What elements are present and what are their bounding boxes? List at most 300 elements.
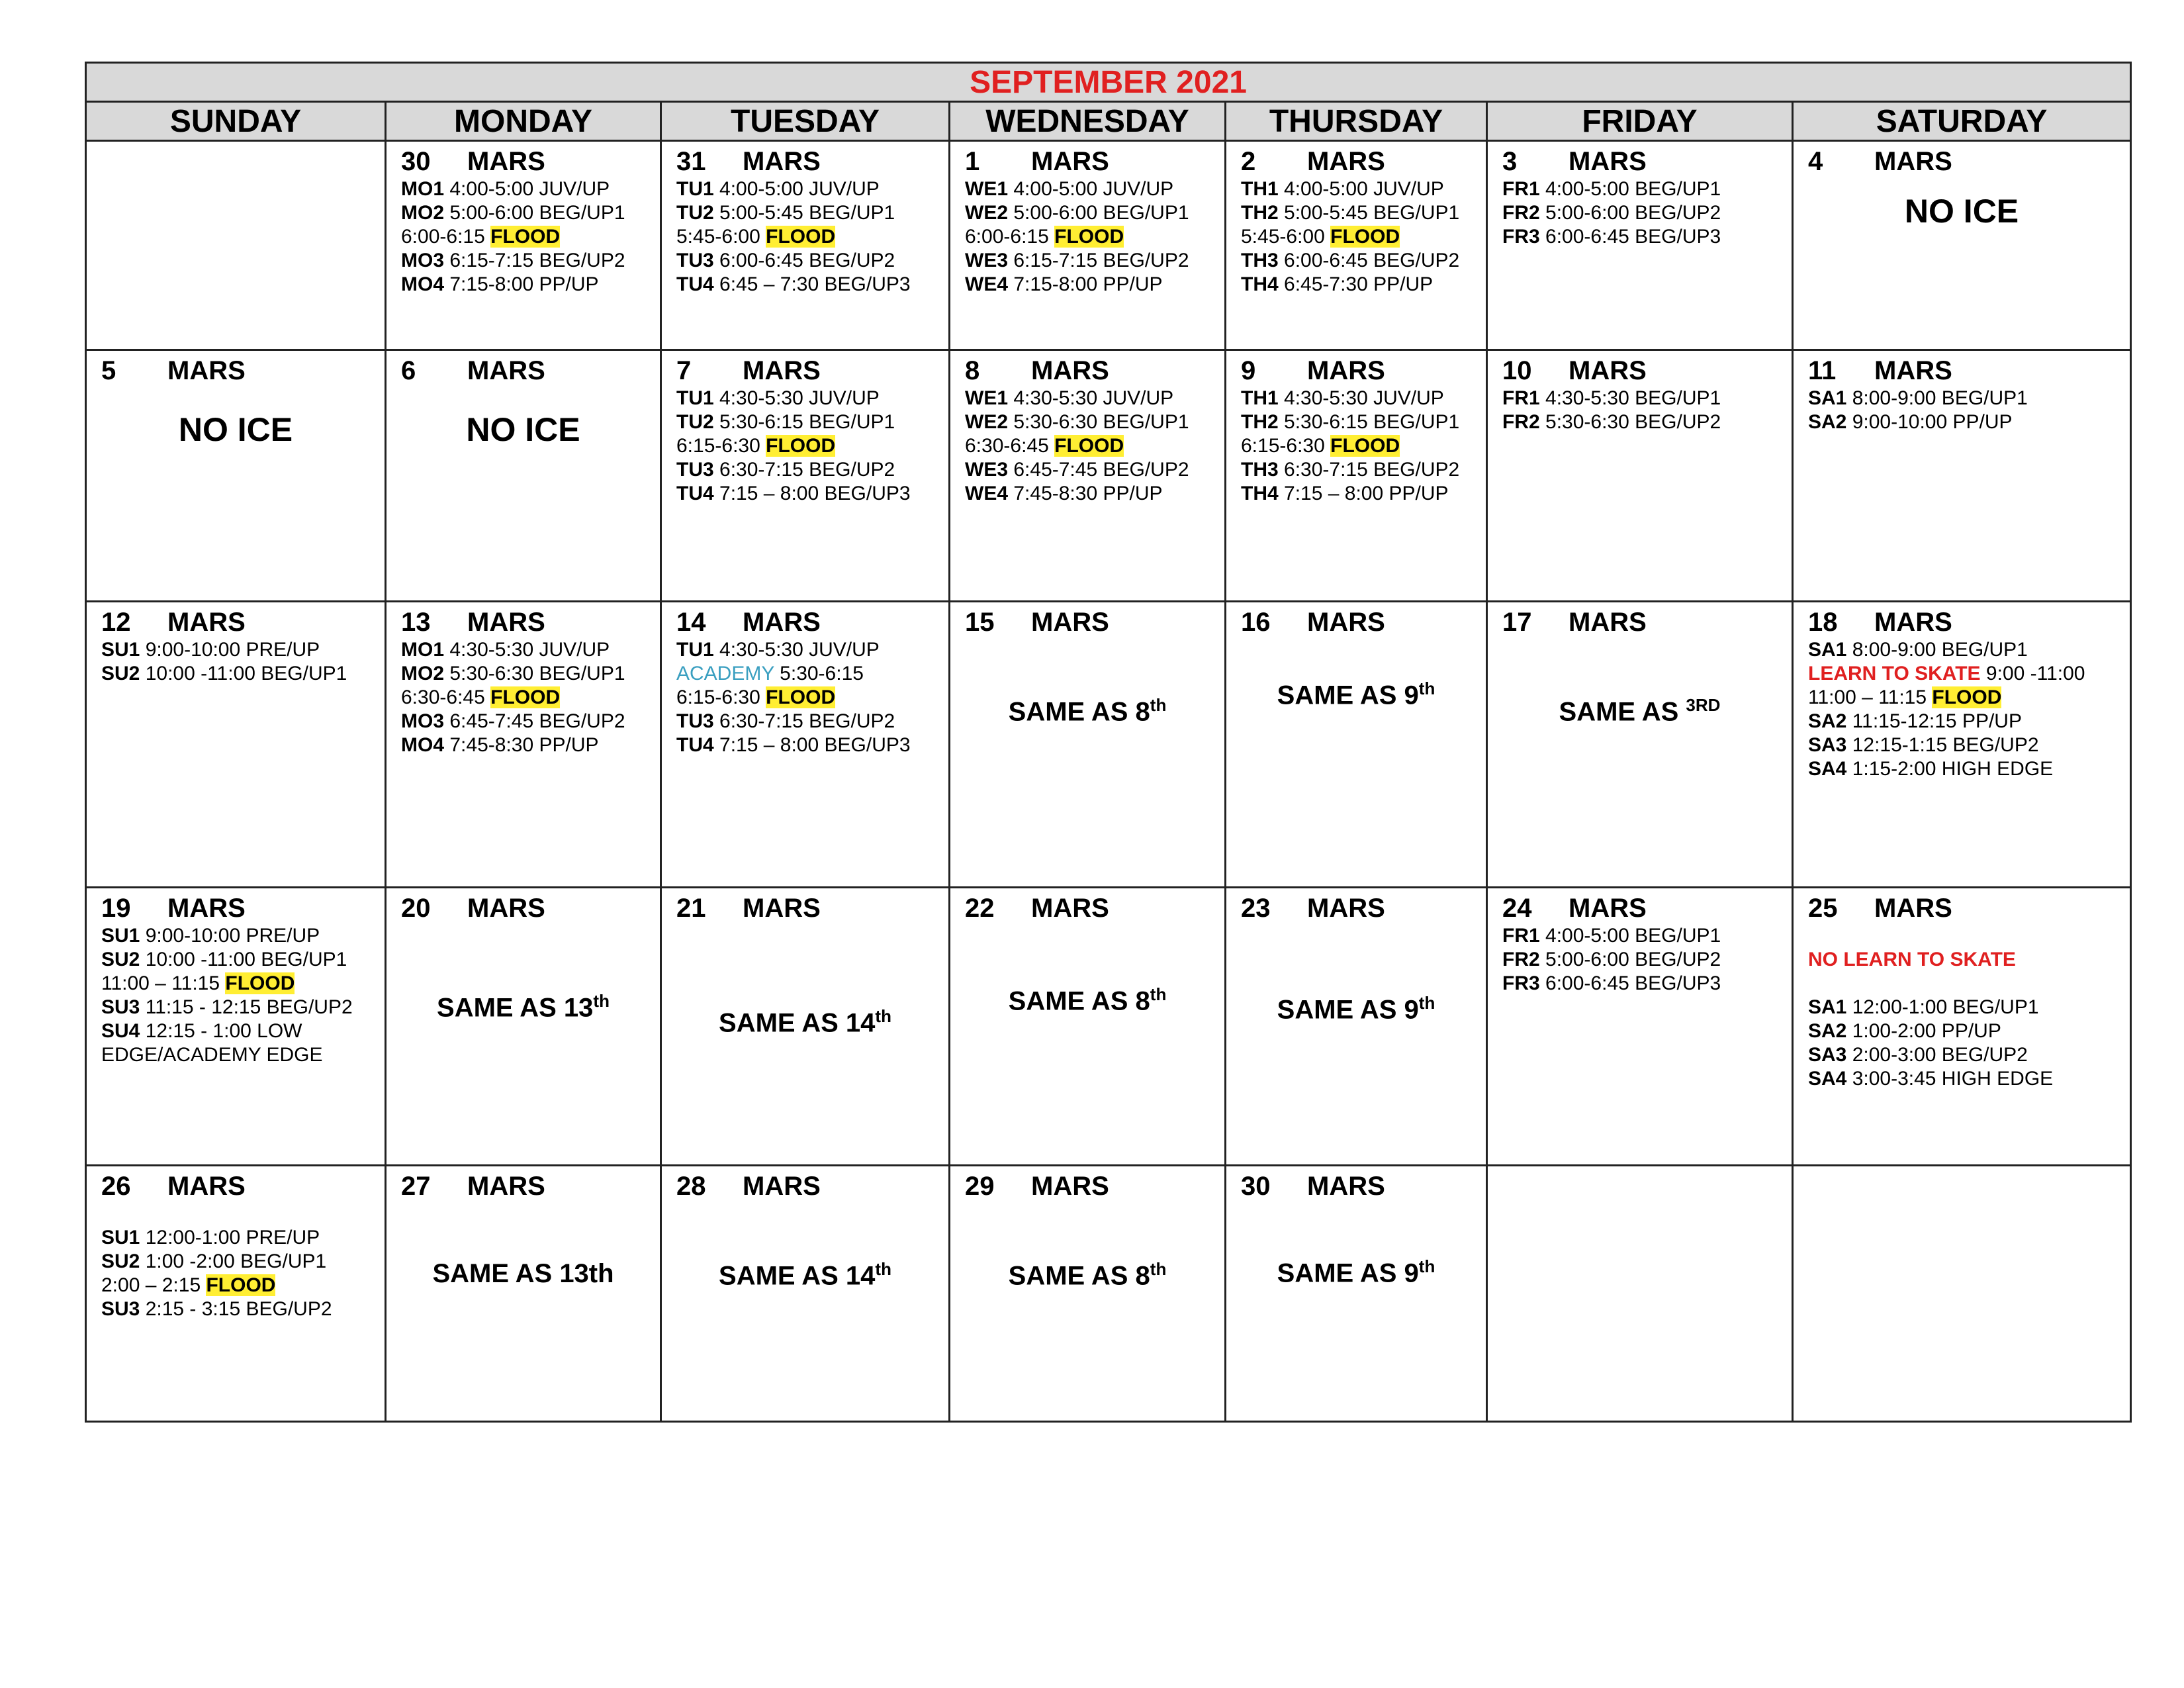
same-as-note [950, 695, 1224, 727]
flood-time: 6:00-6:15 [401, 226, 485, 248]
day-number: 31 [676, 147, 706, 176]
same-as-text: SAME AS 8 [1008, 697, 1150, 727]
session-line [1502, 225, 1777, 249]
session-time: 6:15-7:15 BEG/UP2 [1013, 250, 1189, 271]
session-line [1808, 710, 2115, 733]
session-line [676, 273, 934, 297]
day-cell [1487, 602, 1793, 888]
session-code: SA3 [1808, 734, 1847, 756]
session-time: 4:30-5:30 BEG/UP1 [1545, 387, 1721, 409]
flood-line [401, 225, 645, 249]
session-line [101, 1297, 370, 1321]
session-code: SU1 [101, 925, 140, 947]
session-line [401, 710, 645, 733]
session-line [1808, 996, 2115, 1019]
day-header-monday: MONDAY [386, 102, 661, 141]
month-title: SEPTEMBER 2021 [86, 63, 2131, 102]
day-number: 6 [401, 356, 416, 385]
day-cell [1226, 141, 1487, 350]
session-time: 6:00-6:45 BEG/UP3 [1545, 226, 1721, 248]
session-line [676, 638, 934, 662]
session-code: SA4 [1808, 758, 1847, 780]
session-code: MO4 [401, 273, 445, 295]
rink-name: MARS [1031, 608, 1109, 637]
day-number: 7 [676, 356, 692, 385]
day-cell [1793, 350, 2131, 602]
session-line [676, 458, 934, 482]
session-time: 2:15 - 3:15 BEG/UP2 [145, 1298, 332, 1320]
session-code: TH1 [1241, 178, 1279, 200]
day-header [1502, 355, 1777, 387]
session-line [1808, 1067, 2115, 1091]
day-header [1241, 146, 1471, 177]
day-cell [1226, 1166, 1487, 1422]
session-line [1241, 387, 1471, 410]
session-line [1241, 177, 1471, 201]
session-line [401, 273, 645, 297]
session-line [676, 387, 934, 410]
day-cell [950, 1166, 1226, 1422]
session-code: TH4 [1241, 483, 1279, 504]
day-header [1241, 606, 1471, 638]
day-cell [1793, 141, 2131, 350]
session-line [1502, 924, 1777, 948]
session-time: 5:00-6:00 BEG/UP1 [449, 202, 625, 224]
day-header-saturday: SATURDAY [1793, 102, 2131, 141]
week-row [86, 602, 2131, 888]
day-cell [1226, 350, 1487, 602]
session-line [1808, 1019, 2115, 1043]
day-header [1241, 355, 1471, 387]
day-number: 29 [965, 1172, 995, 1201]
flood-line [676, 686, 934, 710]
day-cell [86, 602, 386, 888]
session-line [101, 996, 370, 1019]
rink-name: MARS [1874, 894, 1952, 923]
session-line [1808, 638, 2115, 662]
same-as-note [950, 1259, 1224, 1291]
session-time: 6:00-6:45 BEG/UP3 [1545, 972, 1721, 994]
day-number: 21 [676, 894, 706, 923]
session-line [965, 410, 1210, 434]
session-line [401, 733, 645, 757]
day-number: 18 [1808, 608, 1838, 637]
session-time: 12:00-1:00 BEG/UP1 [1852, 996, 2039, 1018]
session-time: 6:30-7:15 BEG/UP2 [719, 459, 895, 481]
same-as-text: SAME AS 9 [1277, 680, 1419, 710]
flood-time: 6:30-6:45 [401, 686, 485, 708]
session-time: 7:45-8:30 PP/UP [449, 734, 599, 756]
day-number: 16 [1241, 608, 1271, 637]
session-code: MO1 [401, 639, 445, 661]
flood-line [1241, 225, 1471, 249]
day-header [401, 1170, 645, 1202]
session-time: 7:15-8:00 PP/UP [1013, 273, 1163, 295]
session-line [1502, 201, 1777, 225]
session-line [101, 662, 370, 686]
day-header [1502, 606, 1777, 638]
calendar [85, 62, 2130, 1425]
session-code: SU2 [101, 949, 140, 970]
day-header [401, 892, 645, 924]
rink-name: MARS [1874, 356, 1952, 385]
day-cell [661, 141, 950, 350]
day-header [965, 1170, 1210, 1202]
session-line [965, 482, 1210, 506]
day-cell [386, 350, 661, 602]
day-number: 3 [1502, 147, 1518, 176]
session-time: 4:30-5:30 JUV/UP [719, 639, 880, 661]
session-code: SA1 [1808, 387, 1847, 409]
day-number: 2 [1241, 147, 1256, 176]
rink-name: MARS [1307, 608, 1385, 637]
spacer [101, 1202, 370, 1226]
session-code: TU2 [676, 411, 714, 433]
session-time: 10:00 -11:00 BEG/UP1 [145, 949, 347, 970]
day-cell [661, 888, 950, 1166]
rink-name: MARS [1569, 894, 1647, 923]
session-time: 9:00-10:00 PRE/UP [145, 639, 320, 661]
session-time: 9:00-10:00 PRE/UP [145, 925, 320, 947]
week-row [86, 888, 2131, 1166]
session-line [1808, 733, 2115, 757]
day-header-thursday: THURSDAY [1226, 102, 1487, 141]
session-time: 6:45 – 7:30 BEG/UP3 [719, 273, 911, 295]
session-code: FR1 [1502, 178, 1540, 200]
session-time: 1:15-2:00 HIGH EDGE [1852, 758, 2054, 780]
day-cell [661, 1166, 950, 1422]
session-code: TU4 [676, 734, 714, 756]
session-code: SA4 [1808, 1068, 1847, 1090]
session-line [965, 249, 1210, 273]
session-time: 5:00-6:00 BEG/UP2 [1545, 949, 1721, 970]
rink-name: MARS [167, 356, 246, 385]
day-header [965, 146, 1210, 177]
flood-label: FLOOD [206, 1274, 276, 1296]
same-as-text: SAME AS 8 [1008, 1261, 1150, 1291]
session-line [1502, 177, 1777, 201]
session-line [965, 177, 1210, 201]
day-header [1808, 606, 2115, 638]
session-line [676, 201, 934, 225]
day-header [1502, 892, 1777, 924]
day-cell [386, 141, 661, 350]
flood-label: FLOOD [225, 972, 295, 994]
session-line [676, 482, 934, 506]
week-row [86, 141, 2131, 350]
session-line [1808, 757, 2115, 781]
day-number: 28 [676, 1172, 706, 1201]
session-time: 1:00 -2:00 BEG/UP1 [145, 1250, 327, 1272]
session-code: MO2 [401, 202, 445, 224]
session-time: 5:30-6:15 BEG/UP1 [719, 411, 895, 433]
session-code: TH2 [1241, 202, 1279, 224]
session-line [101, 1226, 370, 1250]
rink-name: MARS [467, 608, 545, 637]
academy-line [676, 662, 934, 686]
rink-name: MARS [1569, 608, 1647, 637]
day-header [1808, 892, 2115, 924]
rink-name: MARS [1307, 147, 1385, 176]
session-code: MO1 [401, 178, 445, 200]
session-line [1241, 482, 1471, 506]
flood-label: FLOOD [1932, 686, 2002, 708]
rink-name: MARS [1031, 894, 1109, 923]
session-code: SU2 [101, 663, 140, 684]
rink-name: MARS [1569, 147, 1647, 176]
flood-label: FLOOD [1054, 435, 1124, 457]
session-time: 3:00-3:45 HIGH EDGE [1852, 1068, 2054, 1090]
session-time: 4:00-5:00 BEG/UP1 [1545, 925, 1721, 947]
flood-label: FLOOD [766, 686, 836, 708]
session-code: WE4 [965, 273, 1009, 295]
session-code: WE3 [965, 459, 1009, 481]
session-time: 12:00-1:00 PRE/UP [145, 1227, 320, 1248]
session-time: 7:15 – 8:00 BEG/UP3 [719, 734, 911, 756]
flood-time: 11:00 – 11:15 [1808, 686, 1927, 708]
same-as-suffix: th [1150, 984, 1167, 1004]
day-header [676, 892, 934, 924]
session-code: FR1 [1502, 925, 1540, 947]
rink-name: MARS [1031, 1172, 1109, 1201]
day-number: 1 [965, 147, 980, 176]
academy-label: ACADEMY [676, 663, 774, 684]
day-cell [1226, 602, 1487, 888]
session-time: 5:00-6:00 BEG/UP2 [1545, 202, 1721, 224]
day-cell [86, 888, 386, 1166]
session-code: SU3 [101, 1298, 140, 1320]
session-time: 6:00-6:45 BEG/UP2 [719, 250, 895, 271]
day-number: 27 [401, 1172, 431, 1201]
rink-name: MARS [1874, 608, 1952, 637]
session-time: 6:15-7:15 BEG/UP2 [449, 250, 625, 271]
session-line [676, 733, 934, 757]
session-time: 9:00-10:00 PP/UP [1852, 411, 2013, 433]
flood-time: 6:15-6:30 [676, 686, 760, 708]
session-time: 5:00-5:45 BEG/UP1 [719, 202, 895, 224]
flood-line [965, 225, 1210, 249]
session-line [101, 924, 370, 948]
day-header [401, 606, 645, 638]
day-number: 12 [101, 608, 131, 637]
day-header [676, 146, 934, 177]
session-line [965, 458, 1210, 482]
day-number: 13 [401, 608, 431, 637]
session-line [101, 1250, 370, 1274]
session-time: 6:30-7:15 BEG/UP2 [719, 710, 895, 732]
flood-line [1241, 434, 1471, 458]
same-as-suffix: th [1150, 695, 1167, 715]
session-code: TU3 [676, 250, 714, 271]
day-number: 14 [676, 608, 706, 637]
same-as-text: SAME AS 9 [1277, 1258, 1419, 1288]
learn-to-skate-time: 9:00 -11:00 [1985, 663, 2085, 684]
session-time: 11:15-12:15 PP/UP [1852, 710, 2022, 732]
day-number: 9 [1241, 356, 1256, 385]
flood-label: FLOOD [490, 686, 561, 708]
day-header [676, 606, 934, 638]
day-number: 23 [1241, 894, 1271, 923]
day-header [1502, 146, 1777, 177]
session-time: 4:00-5:00 JUV/UP [719, 178, 880, 200]
flood-line [1808, 686, 2115, 710]
day-number: 15 [965, 608, 995, 637]
day-cell [1487, 141, 1793, 350]
session-code: TH4 [1241, 273, 1279, 295]
same-as-suffix: th [1418, 993, 1435, 1013]
session-code: SA3 [1808, 1044, 1847, 1066]
session-time: 4:00-5:00 JUV/UP [1013, 178, 1174, 200]
same-as-suffix: th [1418, 1256, 1435, 1276]
same-as-text: SAME AS 13 [437, 993, 594, 1023]
session-time: 8:00-9:00 BEG/UP1 [1852, 639, 2028, 661]
flood-line [676, 225, 934, 249]
day-cell [86, 1166, 386, 1422]
day-cell [1793, 888, 2131, 1166]
session-time: 7:15-8:00 PP/UP [449, 273, 599, 295]
no-ice-note: NO ICE [1904, 193, 2019, 230]
day-header [101, 355, 370, 387]
session-code: FR3 [1502, 226, 1540, 248]
learn-to-skate-label: LEARN TO SKATE [1808, 663, 1981, 684]
session-code: TU1 [676, 639, 714, 661]
day-number: 10 [1502, 356, 1532, 385]
day-cell [1793, 602, 2131, 888]
day-header [965, 892, 1210, 924]
day-header [1241, 1170, 1471, 1202]
session-line [1241, 201, 1471, 225]
week-row [86, 350, 2131, 602]
same-as-note [662, 1006, 948, 1038]
day-cell [950, 350, 1226, 602]
same-as-note [662, 1259, 948, 1291]
flood-label: FLOOD [766, 226, 836, 248]
session-time: 4:00-5:00 JUV/UP [449, 178, 610, 200]
same-as-text: SAME AS 9 [1277, 995, 1419, 1025]
session-line [1808, 410, 2115, 434]
session-code: TU1 [676, 178, 714, 200]
rink-name: MARS [467, 356, 545, 385]
session-line [965, 273, 1210, 297]
flood-line [401, 686, 645, 710]
session-time: 5:30-6:30 BEG/UP1 [449, 663, 625, 684]
same-as-suffix: th [593, 991, 610, 1011]
session-time: 6:45-7:30 PP/UP [1284, 273, 1433, 295]
same-as-suffix: th [875, 1259, 891, 1279]
session-code: SU4 [101, 1020, 140, 1042]
session-line [676, 177, 934, 201]
session-line-continued: EDGE/ACADEMY EDGE [101, 1044, 323, 1066]
flood-time: 11:00 – 11:15 [101, 972, 220, 994]
day-header [965, 355, 1210, 387]
flood-time: 6:30-6:45 [965, 435, 1049, 457]
session-time: 5:30-6:30 BEG/UP1 [1013, 411, 1189, 433]
day-cell [950, 888, 1226, 1166]
spacer [1808, 972, 2115, 996]
session-line [1241, 410, 1471, 434]
session-time: 5:00-5:45 BEG/UP1 [1284, 202, 1460, 224]
same-as-suffix: th [1150, 1259, 1167, 1279]
session-code: TU1 [676, 387, 714, 409]
flood-time: 6:15-6:30 [676, 435, 760, 457]
day-cell [386, 1166, 661, 1422]
session-code: SA2 [1808, 411, 1847, 433]
day-header [1808, 146, 2115, 177]
flood-time: 6:00-6:15 [965, 226, 1049, 248]
session-code: TH1 [1241, 387, 1279, 409]
session-code: FR1 [1502, 387, 1540, 409]
session-time: 11:15 - 12:15 BEG/UP2 [145, 996, 353, 1018]
day-number: 30 [1241, 1172, 1271, 1201]
session-time: 8:00-9:00 BEG/UP1 [1852, 387, 2028, 409]
day-cell [86, 350, 386, 602]
day-header-tuesday: TUESDAY [661, 102, 950, 141]
session-code: WE1 [965, 178, 1009, 200]
session-code: SA1 [1808, 996, 1847, 1018]
session-time: 5:30-6:15 BEG/UP1 [1284, 411, 1460, 433]
session-line [401, 177, 645, 201]
same-as-note [950, 984, 1224, 1016]
session-line [965, 201, 1210, 225]
session-time: 12:15 - 1:00 LOW [145, 1020, 302, 1042]
rink-name: MARS [743, 356, 821, 385]
day-header [101, 892, 370, 924]
day-number: 19 [101, 894, 131, 923]
day-number: 30 [401, 147, 431, 176]
session-time: 5:30-6:30 BEG/UP2 [1545, 411, 1721, 433]
day-cell [386, 602, 661, 888]
session-code: FR3 [1502, 972, 1540, 994]
flood-time: 5:45-6:00 [1241, 226, 1325, 248]
day-cell [950, 602, 1226, 888]
day-cell [386, 888, 661, 1166]
day-header [1241, 892, 1471, 924]
day-header [676, 1170, 934, 1202]
flood-label: FLOOD [490, 226, 561, 248]
day-header [676, 355, 934, 387]
day-cell-empty [86, 141, 386, 350]
session-code: SU1 [101, 1227, 140, 1248]
same-as-note [1226, 679, 1486, 710]
session-line [1241, 249, 1471, 273]
session-code: SA2 [1808, 1020, 1847, 1042]
day-number: 25 [1808, 894, 1838, 923]
same-as-note [387, 1259, 660, 1289]
rink-name: MARS [167, 894, 246, 923]
day-cell [1226, 888, 1487, 1166]
rink-name: MARS [1874, 147, 1952, 176]
session-time: 1:00-2:00 PP/UP [1852, 1020, 2001, 1042]
day-header [1808, 355, 2115, 387]
same-as-note [387, 991, 660, 1023]
session-time: 6:00-6:45 BEG/UP2 [1284, 250, 1460, 271]
flood-line [101, 1274, 370, 1297]
flood-time: 2:00 – 2:15 [101, 1274, 201, 1296]
no-ice-note: NO ICE [178, 411, 293, 448]
rink-name: MARS [1031, 147, 1109, 176]
session-line [676, 710, 934, 733]
no-learn-to-skate-label: NO LEARN TO SKATE [1808, 949, 2016, 970]
session-line [1502, 948, 1777, 972]
day-header [965, 606, 1210, 638]
session-line [1502, 972, 1777, 996]
session-time: 5:00-6:00 BEG/UP1 [1013, 202, 1189, 224]
day-cell [661, 350, 950, 602]
session-line [676, 249, 934, 273]
rink-name: MARS [167, 608, 246, 637]
session-time: 7:15 – 8:00 BEG/UP3 [719, 483, 911, 504]
session-code: WE1 [965, 387, 1009, 409]
